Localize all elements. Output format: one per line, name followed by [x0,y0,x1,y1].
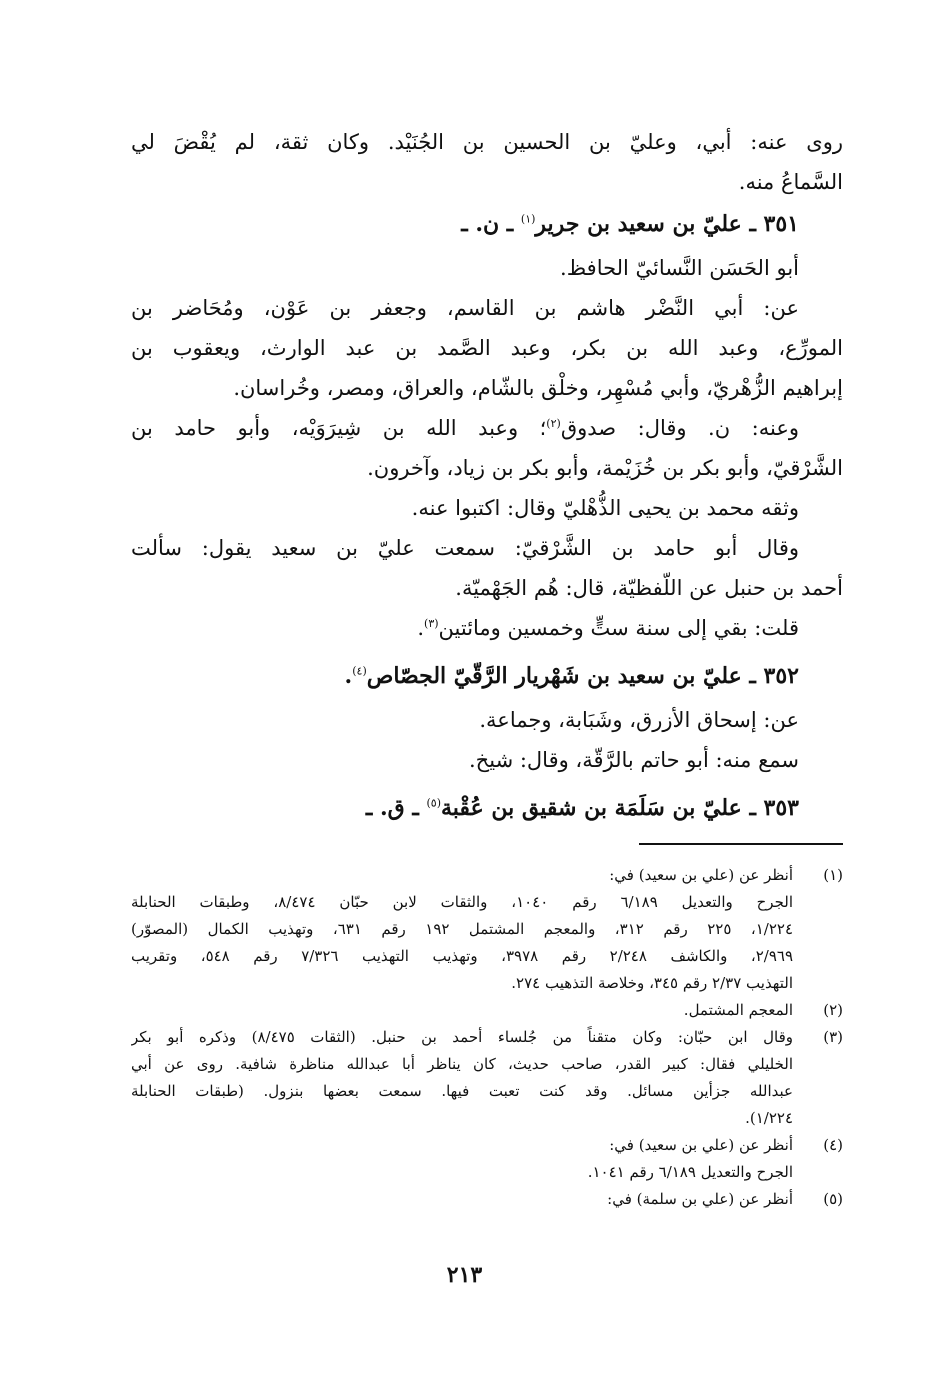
entry-heading-353 [131,786,843,832]
footnote-body [131,997,793,1024]
footnote-5 [131,1186,843,1213]
text-line: أبو الحَسَن النَّسائيّ الحافظ. [560,256,799,280]
entry-tail: ـ ن. ـ [461,211,521,237]
page-number: ٢١٣ [446,1262,483,1288]
text-line [131,608,843,648]
text-line: وقال أبو حامد بن الشَّرْقيّ: سمعت عليّ بن سعيد يقول: سألت [131,536,799,560]
entry-heading-351 [131,202,843,248]
footnote-ref: (٤) [352,664,367,678]
footnote-number: (١) [823,866,843,884]
footnote-body [131,862,793,997]
footnote-body [131,1186,793,1213]
footnote-line: ١/٢٢٤، ٢٢٥ رقم ٣١٢، والمعجم المشتمل ١٩٢ رقم ٦٣١، وتهذيب الكمال (المصوّر) [131,920,793,938]
footnote-line: وقال ابن حبّان: وكان متقناً من جُلساء أحمد بن حنبل. (الثقات ٨/٤٧٥) وذكره أبو بكر [131,1028,793,1046]
text-line: أحمد بن حنبل عن اللّفظيّة، قال: هُم الجَهْميّة. [455,576,843,600]
text-segment: وعنه: ن. وقال: صدوق [560,416,799,440]
footnote-body [131,1132,793,1186]
entry-title: ٣٥٢ ـ عليّ بن سعيد بن شَهْريار الرَّقّيّ الجصّاص [366,663,799,689]
footnote-body [131,1024,793,1132]
entry-tail: ـ ق. ـ [365,795,427,821]
text-line: السَّماعُ منه. [738,170,843,194]
footnote-line: التهذيب ٢/٣٧ رقم ٣٤٥، وخلاصة التذهيب ٢٧٤. [511,974,793,992]
entry-tail: . [344,663,353,689]
text-line: عن: إسحاق الأزرق، وشَبَابة، وجماعة. [479,708,799,732]
footnote-number: (٤) [823,1136,843,1154]
footnote-ref: (٢) [546,417,561,430]
footnote-ref: (٥) [426,796,441,810]
footnote-line: ١/٢٢٤). [745,1109,793,1127]
footnote-line: ٢/٩٦٩، والكاشف ٢/٢٤٨ رقم ٣٩٧٨، وتهذيب التهذيب ٧/٣٢٦ رقم ٥٤٨، وتقريب [131,947,793,965]
footnote-line: المعجم المشتمل. [683,1001,793,1019]
text-line: سمع منه: أبو حاتم بالرَّقّة، وقال: شيخ. [469,748,799,772]
footnote-2 [131,997,843,1024]
text-line: إبراهيم الزُّهْريّ، وأبي مُسْهِر، وخلْق بالشّام، والعراق، ومصر، وخُراسان. [233,376,843,400]
footnote-ref: (٣) [424,617,439,630]
main-text [131,122,843,832]
footnote-line: أنظر عن (علي بن سلمة) في: [607,1190,793,1208]
footnote-line: الجرح والتعديل ٦/١٨٩ رقم ١٠٤١. [587,1163,793,1181]
footnote-separator [639,843,843,845]
entry-heading-352 [131,654,843,700]
entry-title: ٣٥١ ـ عليّ بن سعيد بن جرير [535,211,799,237]
footnote-number: (٢) [823,1001,843,1019]
text-line [131,408,843,448]
footnote-line: أنظر عن (علي بن سعيد) في: [609,1136,793,1154]
text-line: الشَّرْقيّ، وأبو بكر بن خُزَيْمة، وأبو بكر بن زياد، وآخرون. [367,456,843,480]
footnote-3 [131,1024,843,1132]
footnote-4 [131,1132,843,1186]
entry-title: ٣٥٣ ـ عليّ بن سَلَمَة بن شقيق بن عُقْبة [441,795,799,821]
text-line: روى عنه: أبي، وعليّ بن الحسين بن الجُنَيْد. وكان ثقة، لم يُقْضَ لي [131,130,843,154]
text-line: المورِّع، وعبد الله بن بكر، وعبد الصَّمد بن عبد الوارث، ويعقوب بن [131,336,843,360]
footnote-number: (٣) [823,1028,843,1046]
text-segment: ؛ وعبد الله بن شِيرَوَيْه، وأبو حامد بن [131,416,547,440]
text-line: وثقه محمد بن يحيى الذُّهْليّ وقال: اكتبوا عنه. [411,496,799,520]
footnote-number: (٥) [823,1190,843,1208]
footnote-line: الجرح والتعديل ٦/١٨٩ رقم ١٠٤٠، والثقات لابن حبّان ٨/٤٧٤، وطبقات الحنابلة [131,893,793,911]
footnote-line: الخليلي فقال: كبير القدر، صاحب حديث، كان يناظر أبا عبدالله مناظرة شافية. روى عن أبي [131,1055,793,1073]
footnote-line: عبدالله جزأين مسائل. وقد كنت تعبت فيها. سمعت بعضها بنزول. (طبقات الحنابلة [131,1082,793,1100]
text-segment: قلت: بقي إلى سنة ستٍّ وخمسين ومائتين [438,616,799,640]
footnote-ref: (١) [520,212,536,226]
footnote-line: أنظر عن (علي بن سعيد) في: [609,866,793,884]
footnotes [131,862,843,1213]
text-line: عن: أبي النَّضْر هاشم بن القاسم، وجعفر بن عَوْن، ومُحَاضر بن [131,296,799,320]
text-segment: . [417,616,425,640]
footnote-1 [131,862,843,997]
